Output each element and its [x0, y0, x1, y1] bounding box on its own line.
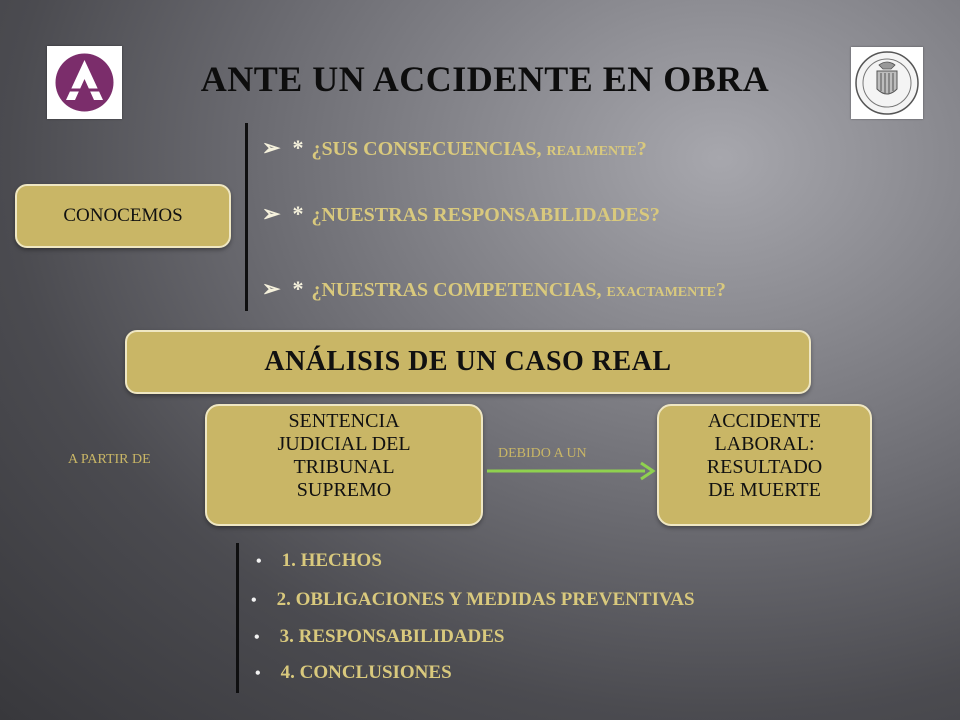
dot-bullet-icon: • — [254, 629, 260, 646]
accidente-box: ACCIDENTE LABORAL: RESULTADO DE MUERTE — [657, 404, 872, 526]
arrow-bullet-icon: ➢ — [262, 201, 281, 226]
arrow-bullet-icon: ➢ — [262, 276, 281, 301]
university-seal-logo — [851, 47, 923, 119]
question-item: ➢ * ¿NUESTRAS RESPONSABILIDADES? — [262, 201, 660, 226]
dot-bullet-icon: • — [256, 553, 262, 570]
dot-bullet-icon: • — [255, 665, 261, 682]
conocemos-tag: CONOCEMOS — [15, 184, 231, 248]
question-item: ➢ * ¿SUS CONSECUENCIAS, REALMENTE? — [262, 135, 647, 160]
analysis-banner: ANÁLISIS DE UN CASO REAL — [125, 330, 811, 394]
section-item: • 2. OBLIGACIONES Y MEDIDAS PREVENTIVAS — [251, 589, 695, 610]
section-item: • 1. HECHOS — [256, 550, 382, 571]
bracket-line-top — [245, 123, 248, 311]
green-arrow-icon — [485, 460, 657, 482]
a-partir-de-label: A PARTIR DE — [68, 452, 151, 467]
bracket-line-bottom — [236, 543, 239, 693]
section-item: • 4. CONCLUSIONES — [255, 662, 452, 683]
dot-bullet-icon: • — [251, 592, 257, 609]
arrow-bullet-icon: ➢ — [262, 135, 281, 160]
sentencia-box: SENTENCIA JUDICIAL DEL TRIBUNAL SUPREMO — [205, 404, 483, 526]
debido-a-un-label: DEBIDO A UN — [498, 446, 587, 461]
slide-title: ANTE UN ACCIDENTE EN OBRA — [200, 59, 770, 99]
section-item: • 3. RESPONSABILIDADES — [254, 626, 505, 647]
purple-triangle-logo — [47, 46, 122, 119]
question-item: ➢ * ¿NUESTRAS COMPETENCIAS, EXACTAMENTE? — [262, 276, 726, 301]
